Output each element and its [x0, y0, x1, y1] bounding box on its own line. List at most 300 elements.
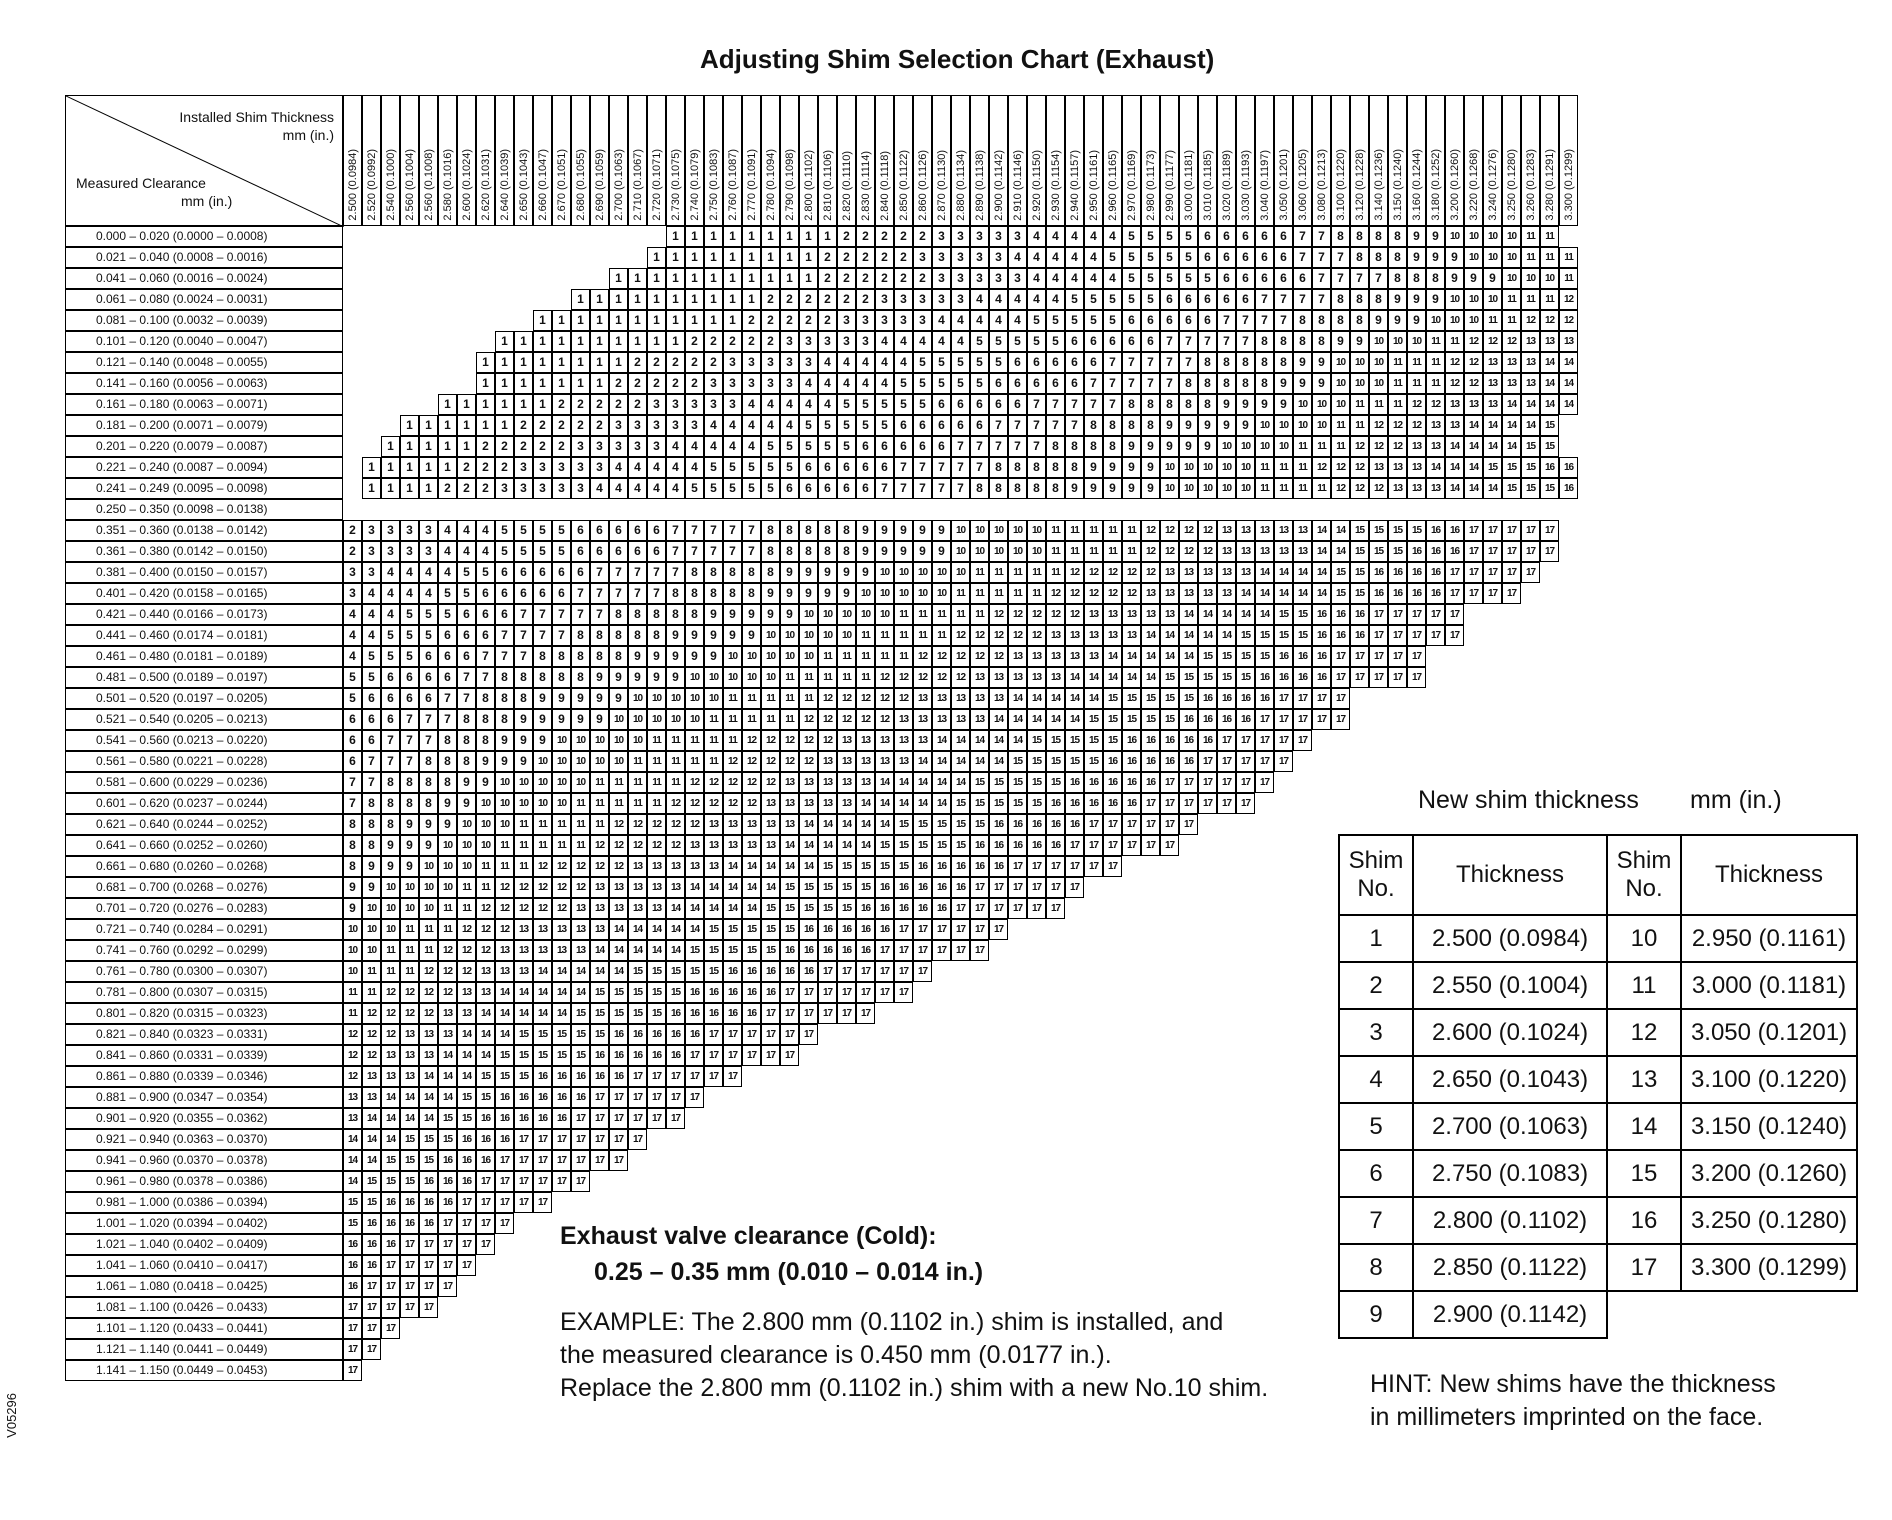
grid-cell: 15: [647, 961, 666, 982]
grid-cell: 2: [894, 226, 913, 247]
grid-cell: 14: [780, 856, 799, 877]
grid-cell: 9: [438, 814, 457, 835]
grid-cell: 6: [1008, 352, 1027, 373]
grid-cell: 8: [1350, 289, 1369, 310]
grid-cell: 12: [799, 751, 818, 772]
grid-cell: 9: [1312, 373, 1331, 394]
grid-cell: 3: [362, 541, 381, 562]
grid-cell: 10: [1407, 331, 1426, 352]
grid-cell: 11: [704, 709, 723, 730]
grid-cell: 17: [1046, 877, 1065, 898]
row-label: 0.021 – 0.040 (0.0008 – 0.0016): [65, 247, 343, 268]
grid-cell: 17: [1027, 856, 1046, 877]
grid-cell: 2: [818, 289, 837, 310]
grid-cell: 13: [571, 940, 590, 961]
grid-cell: 13: [533, 940, 552, 961]
grid-cell: 5: [1160, 226, 1179, 247]
shim-row: [1339, 1103, 1857, 1150]
grid-cell: 9: [533, 709, 552, 730]
grid-cell: 11: [647, 793, 666, 814]
grid-cell: 6: [1198, 289, 1217, 310]
grid-cell: 13: [913, 709, 932, 730]
grid-cell: 17: [400, 1276, 419, 1297]
grid-cell: 12: [951, 646, 970, 667]
grid-cell: 10: [1502, 226, 1521, 247]
grid-cell: 3: [723, 352, 742, 373]
grid-cell: 17: [1331, 667, 1350, 688]
grid-cell: 9: [552, 709, 571, 730]
grid-cell: 1: [400, 457, 419, 478]
grid-cell: 11: [799, 688, 818, 709]
grid-cell: 12: [1160, 520, 1179, 541]
grid-cell: 14: [495, 1003, 514, 1024]
grid-cell: 14: [457, 1066, 476, 1087]
grid-cell: 8: [590, 625, 609, 646]
grid-cell: 12: [1141, 541, 1160, 562]
grid-cell: 13: [1464, 394, 1483, 415]
column-header-label: 3.250 (0.1280): [1506, 149, 1518, 221]
grid-cell: 3: [514, 478, 533, 499]
grid-cell: 15: [837, 898, 856, 919]
grid-cell: 5: [1160, 247, 1179, 268]
grid-cell: 11: [685, 730, 704, 751]
grid-cell: 10: [647, 688, 666, 709]
grid-cell: 11: [1407, 352, 1426, 373]
column-header: [1217, 95, 1236, 226]
grid-cell: 10: [1483, 289, 1502, 310]
grid-cell: 17: [1008, 877, 1027, 898]
grid-cell: 4: [1008, 247, 1027, 268]
grid-cell: 15: [761, 940, 780, 961]
grid-cell: 12: [742, 730, 761, 751]
grid-cell: 15: [1350, 520, 1369, 541]
grid-cell: 3: [647, 415, 666, 436]
grid-cell: 3: [932, 268, 951, 289]
grid-cell: 5: [742, 457, 761, 478]
grid-cell: 15: [932, 835, 951, 856]
grid-cell: 17: [818, 1003, 837, 1024]
grid-cell: 7: [609, 583, 628, 604]
grid-cell: 2: [837, 247, 856, 268]
grid-cell: 7: [1027, 415, 1046, 436]
grid-cell: 10: [1521, 268, 1540, 289]
row-label: 0.981 – 1.000 (0.0386 – 0.0394): [65, 1192, 343, 1213]
grid-cell: 6: [1160, 310, 1179, 331]
grid-cell: 16: [856, 940, 875, 961]
grid-cell: 12: [742, 772, 761, 793]
grid-cell: 14: [704, 877, 723, 898]
grid-cell: 14: [1008, 688, 1027, 709]
grid-cell: 10: [1445, 310, 1464, 331]
grid-cell: 9: [495, 751, 514, 772]
grid-cell: 12: [951, 667, 970, 688]
grid-cell: 10: [780, 625, 799, 646]
grid-cell: 10: [989, 541, 1008, 562]
grid-cell: 13: [1065, 646, 1084, 667]
grid-cell: 15: [609, 1003, 628, 1024]
grid-cell: 12: [1502, 331, 1521, 352]
grid-cell: 1: [457, 394, 476, 415]
grid-cell: 16: [875, 877, 894, 898]
grid-cell: 7: [1236, 310, 1255, 331]
grid-cell: 8: [1027, 478, 1046, 499]
grid-cell: 16: [761, 982, 780, 1003]
grid-cell: 10: [381, 898, 400, 919]
grid-cell: 5: [343, 667, 362, 688]
grid-cell: 9: [1331, 331, 1350, 352]
grid-cell: 8: [818, 520, 837, 541]
grid-cell: 8: [647, 625, 666, 646]
grid-cell: 1: [780, 247, 799, 268]
column-header-label: 2.940 (0.1157): [1069, 150, 1081, 221]
grid-cell: 3: [837, 310, 856, 331]
grid-cell: 12: [1141, 562, 1160, 583]
grid-cell: 11: [381, 940, 400, 961]
grid-cell: 5: [856, 394, 875, 415]
grid-cell: 17: [1502, 520, 1521, 541]
grid-cell: 15: [400, 1150, 419, 1171]
grid-cell: 15: [1179, 667, 1198, 688]
grid-cell: 16: [1407, 541, 1426, 562]
grid-cell: 17: [1255, 730, 1274, 751]
grid-cell: 12: [1331, 457, 1350, 478]
grid-cell: 14: [1540, 352, 1559, 373]
grid-cell: 14: [457, 1024, 476, 1045]
grid-cell: 1: [381, 436, 400, 457]
grid-cell: 17: [1103, 856, 1122, 877]
grid-cell: 7: [932, 457, 951, 478]
grid-cell: 14: [533, 982, 552, 1003]
grid-cell: 11: [1274, 457, 1293, 478]
grid-cell: 12: [647, 814, 666, 835]
grid-cell: 16: [438, 1150, 457, 1171]
grid-cell: 13: [704, 856, 723, 877]
grid-cell: 15: [780, 898, 799, 919]
grid-cell: 11: [1293, 478, 1312, 499]
grid-cell: 17: [989, 919, 1008, 940]
grid-cell: 16: [1027, 835, 1046, 856]
grid-cell: 1: [457, 436, 476, 457]
row-label: 0.361 – 0.380 (0.0142 – 0.0150): [65, 541, 343, 562]
column-header-label: 3.240 (0.1276): [1487, 149, 1499, 221]
grid-cell: 6: [533, 583, 552, 604]
grid-cell: 14: [761, 877, 780, 898]
grid-cell: 11: [1046, 520, 1065, 541]
grid-cell: 15: [723, 919, 742, 940]
grid-cell: 13: [970, 709, 989, 730]
grid-cell: 15: [970, 814, 989, 835]
shim-row: [1339, 1244, 1857, 1291]
grid-cell: 17: [1331, 709, 1350, 730]
grid-cell: 17: [1274, 688, 1293, 709]
grid-cell: 3: [856, 331, 875, 352]
column-header: [723, 95, 742, 226]
grid-cell: 14: [780, 835, 799, 856]
grid-cell: 7: [533, 625, 552, 646]
shim-no: 13: [1607, 1056, 1681, 1103]
grid-cell: 8: [1236, 373, 1255, 394]
grid-cell: 15: [457, 1087, 476, 1108]
grid-cell: 16: [1426, 541, 1445, 562]
grid-cell: 17: [723, 1024, 742, 1045]
grid-cell: 14: [495, 982, 514, 1003]
grid-cell: 14: [1274, 562, 1293, 583]
grid-cell: 8: [590, 646, 609, 667]
grid-cell: 11: [837, 646, 856, 667]
grid-cell: 15: [1122, 688, 1141, 709]
grid-cell: 13: [1426, 478, 1445, 499]
grid-cell: 17: [1369, 667, 1388, 688]
grid-cell: 8: [476, 730, 495, 751]
grid-cell: 4: [1046, 247, 1065, 268]
grid-cell: 6: [381, 688, 400, 709]
grid-cell: 12: [1160, 541, 1179, 562]
grid-cell: 8: [1255, 373, 1274, 394]
grid-cell: 12: [362, 1024, 381, 1045]
grid-cell: 17: [476, 1192, 495, 1213]
grid-cell: 2: [647, 352, 666, 373]
shim-thickness: 2.600 (0.1024): [1413, 1009, 1607, 1056]
grid-cell: 12: [837, 688, 856, 709]
grid-cell: 2: [552, 394, 571, 415]
grid-cell: 12: [989, 604, 1008, 625]
shim-table-body: [1339, 915, 1857, 1338]
grid-cell: 2: [761, 331, 780, 352]
column-header: [476, 95, 495, 226]
grid-cell: 12: [1350, 436, 1369, 457]
grid-cell: 2: [571, 415, 590, 436]
grid-cell: 16: [723, 982, 742, 1003]
grid-cell: 9: [818, 583, 837, 604]
grid-cell: 6: [1084, 331, 1103, 352]
grid-cell: 1: [552, 373, 571, 394]
grid-cell: 9: [1426, 247, 1445, 268]
row-label: 0.861 – 0.880 (0.0339 – 0.0346): [65, 1066, 343, 1087]
grid-cell: 9: [590, 688, 609, 709]
column-header-label: 3.300 (0.1299): [1563, 149, 1575, 221]
grid-cell: 9: [875, 520, 894, 541]
grid-cell: 9: [1426, 226, 1445, 247]
grid-cell: 3: [723, 373, 742, 394]
grid-cell: 8: [780, 541, 799, 562]
grid-cell: 17: [571, 1171, 590, 1192]
grid-cell: 14: [457, 1045, 476, 1066]
grid-cell: 12: [913, 646, 932, 667]
grid-cell: 5: [457, 562, 476, 583]
grid-cell: 11: [837, 667, 856, 688]
grid-cell: 6: [1179, 289, 1198, 310]
grid-cell: 3: [989, 268, 1008, 289]
grid-cell: 3: [799, 331, 818, 352]
grid-cell: 12: [571, 877, 590, 898]
row-label: 0.381 – 0.400 (0.0150 – 0.0157): [65, 562, 343, 583]
grid-cell: 4: [799, 394, 818, 415]
grid-cell: 17: [438, 1276, 457, 1297]
grid-cell: 2: [761, 310, 780, 331]
grid-cell: 13: [1103, 604, 1122, 625]
grid-cell: 12: [932, 667, 951, 688]
grid-cell: 8: [1274, 352, 1293, 373]
grid-cell: 17: [1464, 541, 1483, 562]
grid-cell: 17: [1141, 814, 1160, 835]
grid-cell: 15: [856, 877, 875, 898]
grid-cell: 10: [419, 898, 438, 919]
grid-cell: 1: [685, 289, 704, 310]
grid-cell: 17: [666, 1108, 685, 1129]
grid-cell: 3: [343, 583, 362, 604]
grid-cell: 3: [951, 268, 970, 289]
grid-cell: 12: [1198, 541, 1217, 562]
grid-cell: 15: [438, 1108, 457, 1129]
grid-cell: 8: [685, 604, 704, 625]
grid-cell: 8: [1274, 331, 1293, 352]
grid-cell: 1: [704, 226, 723, 247]
grid-cell: 3: [856, 310, 875, 331]
grid-cell: 3: [419, 541, 438, 562]
grid-cell: 7: [495, 646, 514, 667]
shim-no: 1: [1339, 915, 1413, 962]
grid-cell: 8: [552, 646, 571, 667]
grid-cell: 3: [552, 478, 571, 499]
grid-cell: 17: [590, 1150, 609, 1171]
grid-cell: 3: [894, 310, 913, 331]
column-header-label: 3.120 (0.1228): [1354, 149, 1366, 221]
column-header: [761, 95, 780, 226]
grid-cell: 3: [362, 520, 381, 541]
grid-cell: 17: [571, 1150, 590, 1171]
grid-cell: 17: [1388, 625, 1407, 646]
grid-cell: 17: [1179, 772, 1198, 793]
grid-cell: 9: [780, 562, 799, 583]
grid-cell: 13: [419, 1024, 438, 1045]
grid-cell: 7: [1103, 394, 1122, 415]
grid-cell: 17: [419, 1276, 438, 1297]
grid-cell: 5: [1103, 289, 1122, 310]
grid-cell: 11: [400, 919, 419, 940]
grid-cell: 9: [1407, 310, 1426, 331]
grid-cell: 10: [1331, 394, 1350, 415]
grid-cell: 10: [495, 793, 514, 814]
grid-cell: 6: [552, 583, 571, 604]
grid-cell: 15: [685, 961, 704, 982]
grid-cell: 15: [723, 940, 742, 961]
grid-cell: 6: [1198, 226, 1217, 247]
grid-cell: 7: [875, 478, 894, 499]
grid-cell: 2: [457, 478, 476, 499]
grid-cell: 11: [1103, 520, 1122, 541]
grid-cell: 12: [704, 793, 723, 814]
column-header: [856, 95, 875, 226]
grid-cell: 16: [647, 1045, 666, 1066]
grid-cell: 9: [1141, 457, 1160, 478]
grid-cell: 12: [457, 919, 476, 940]
grid-cell: 6: [1236, 247, 1255, 268]
grid-cell: 12: [1084, 583, 1103, 604]
column-header: [1559, 95, 1578, 226]
grid-cell: 14: [1084, 688, 1103, 709]
grid-cell: 13: [875, 730, 894, 751]
shim-table-header: [1339, 835, 1857, 915]
shim-row: [1339, 1291, 1857, 1338]
column-header: [818, 95, 837, 226]
grid-cell: 14: [875, 793, 894, 814]
column-header: [362, 95, 381, 226]
grid-cell: 8: [381, 772, 400, 793]
grid-cell: 1: [685, 268, 704, 289]
grid-cell: 13: [362, 1087, 381, 1108]
grid-cell: 10: [476, 835, 495, 856]
grid-cell: 15: [1198, 667, 1217, 688]
grid-cell: 9: [666, 646, 685, 667]
grid-cell: 13: [1293, 520, 1312, 541]
grid-cell: 8: [1312, 310, 1331, 331]
grid-cell: 3: [381, 541, 400, 562]
grid-cell: 17: [1445, 625, 1464, 646]
grid-cell: 11: [590, 772, 609, 793]
grid-cell: 16: [685, 982, 704, 1003]
hdr-shim-no-2: Shim No.: [1607, 835, 1681, 915]
grid-cell: 14: [571, 961, 590, 982]
grid-cell: 1: [666, 226, 685, 247]
grid-cell: 11: [704, 751, 723, 772]
grid-cell: 11: [1388, 394, 1407, 415]
grid-cell: 7: [742, 541, 761, 562]
grid-cell: 12: [666, 814, 685, 835]
grid-cell: 12: [856, 709, 875, 730]
grid-cell: 11: [1331, 415, 1350, 436]
grid-cell: 8: [647, 604, 666, 625]
grid-cell: 1: [666, 268, 685, 289]
grid-cell: 7: [1312, 247, 1331, 268]
grid-cell: 15: [590, 1003, 609, 1024]
grid-cell: 13: [628, 898, 647, 919]
grid-cell: 14: [438, 1045, 457, 1066]
grid-cell: 8: [419, 751, 438, 772]
grid-cell: 17: [1407, 646, 1426, 667]
grid-cell: 16: [1236, 688, 1255, 709]
column-header-label: 3.140 (0.1236): [1373, 149, 1385, 221]
grid-cell: 2: [856, 268, 875, 289]
grid-cell: 16: [514, 1087, 533, 1108]
grid-cell: 11: [647, 751, 666, 772]
column-header: [932, 95, 951, 226]
grid-cell: 8: [1369, 226, 1388, 247]
grid-cell: 17: [419, 1234, 438, 1255]
grid-cell: 2: [343, 520, 362, 541]
grid-cell: 1: [704, 310, 723, 331]
grid-cell: 6: [533, 562, 552, 583]
grid-cell: 11: [1008, 583, 1027, 604]
column-header: [552, 95, 571, 226]
grid-cell: 8: [438, 751, 457, 772]
shim-no: 12: [1607, 1009, 1681, 1056]
grid-cell: 15: [780, 919, 799, 940]
grid-cell: 16: [989, 835, 1008, 856]
column-header-label: 2.810 (0.1106): [822, 150, 834, 221]
row-label: 0.041 – 0.060 (0.0016 – 0.0024): [65, 268, 343, 289]
grid-cell: 1: [609, 289, 628, 310]
grid-cell: 9: [1274, 373, 1293, 394]
grid-cell: 5: [989, 352, 1008, 373]
grid-cell: 14: [1027, 688, 1046, 709]
grid-cell: 14: [1293, 583, 1312, 604]
grid-cell: 8: [780, 520, 799, 541]
grid-cell: 11: [970, 562, 989, 583]
grid-cell: 3: [571, 436, 590, 457]
grid-cell: 16: [1084, 793, 1103, 814]
grid-cell: 11: [780, 709, 799, 730]
grid-cell: 6: [951, 415, 970, 436]
